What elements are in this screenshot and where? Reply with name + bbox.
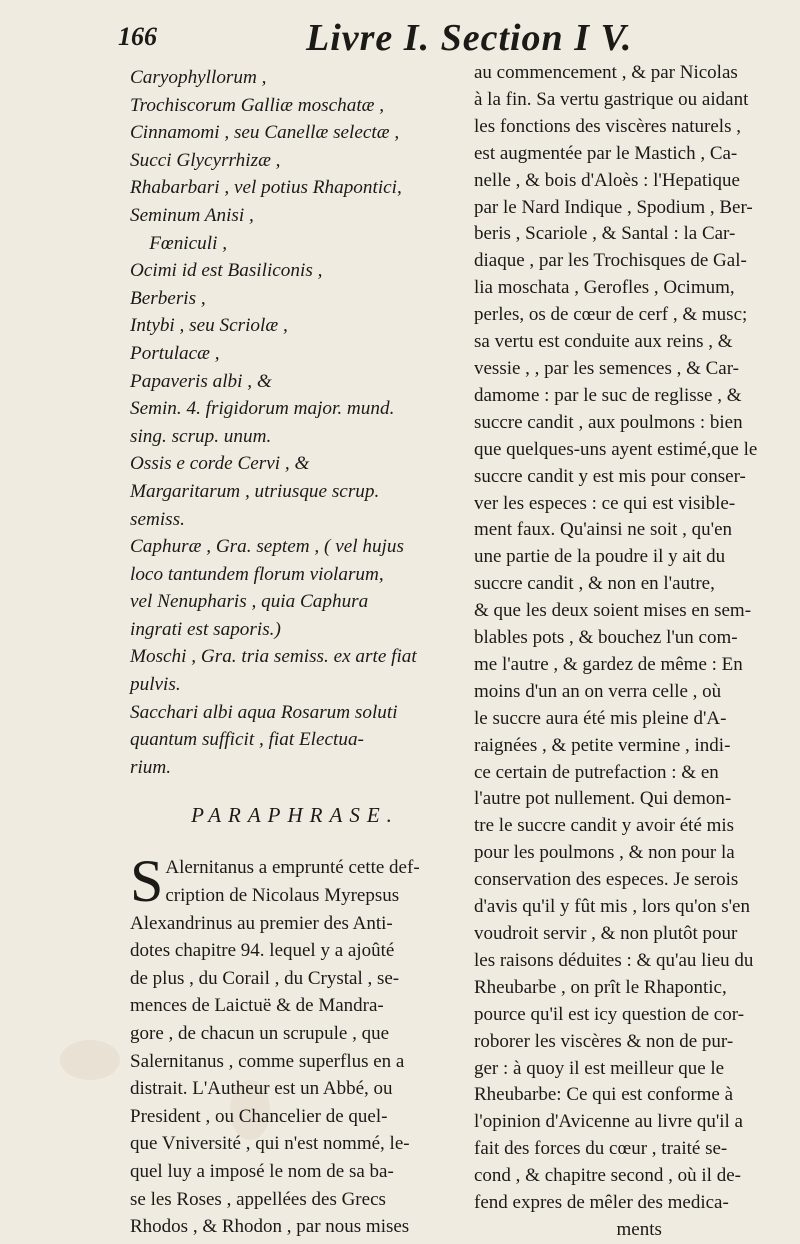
text-line: me l'autre , & gardez de même : En (474, 653, 743, 675)
text-line: tre le succre candit y avoir été mis (474, 815, 735, 837)
text-line: nelle , & bois d'Aloès : l'Hepatique (474, 169, 740, 191)
page-number: 166 (118, 22, 157, 51)
text-line: Rheubarbe: Ce qui est conforme à (474, 1084, 734, 1106)
recipe-line: Moschi , Gra. tria semiss. ex arte fiat (130, 646, 417, 668)
text-line: à la fin. Sa vertu gastrique ou aidant (474, 88, 749, 110)
text-line: blables pots , & bouchez l'un com- (474, 627, 738, 649)
recipe-line: loco tantundem florum violarum, (130, 563, 384, 585)
text-line: succre candit y est mis pour conser- (474, 465, 746, 487)
paragraph-line: que Vniversité , qui n'est nommé, le- (130, 1133, 410, 1155)
paragraph-line: mences de Laictuë & de Mandra- (130, 995, 384, 1017)
text-line: Rheubarbe , on prît le Rhapontic, (474, 976, 727, 998)
recipe-line: Trochiscorum Galliæ moschatæ , (130, 94, 385, 116)
text-line: succre candit , & non en l'autre, (474, 573, 715, 595)
paragraph-line: President , ou Chancelier de quel- (130, 1105, 388, 1127)
text-line: succre candit , aux poulmons : bien (474, 411, 743, 433)
paragraph-lines (130, 848, 460, 1240)
paragraph-line: quel luy a imposé le nom de sa ba- (130, 1160, 394, 1182)
text-line: & que les deux soient mises en sem- (474, 600, 752, 622)
text-line: les fonctions des viscères naturels , (474, 115, 741, 137)
recipe-line: Berberis , (130, 287, 206, 309)
section-title: PARAPHRASE. (191, 803, 399, 828)
text-line: moins d'un an on verra celle , où (474, 680, 722, 702)
running-title: Livre I. Section I V. (306, 17, 633, 59)
recipe-line: Fœniculi , (130, 232, 227, 254)
recipe-line: quantum sufficit , fiat Electua- (130, 729, 364, 751)
paragraph-line: Rhodos , & Rhodon , par nous mises (130, 1216, 410, 1238)
recipe-line: ingrati est saporis.) (130, 618, 281, 640)
text-line: perles, os de cœur de cerf , & musc; (474, 304, 748, 326)
text-line: voudroit servir , & non plutôt pour (474, 923, 738, 944)
text-line: beris , Scariole , & Santal : la Car- (474, 223, 736, 245)
text-line: l'opinion d'Avicenne au livre qu'il a (474, 1111, 743, 1133)
text-line: ce certain de putrefaction : & en (474, 761, 719, 783)
paragraph-line: Salernitanus , comme superflus en a (130, 1050, 405, 1072)
text-line: vessie , , par les semences , & Car- (474, 357, 740, 379)
recipe-line: Caryophyllorum , (130, 67, 267, 88)
recipe-line: Ocimi id est Basiliconis , (130, 260, 323, 282)
text-line: roborer les viscères & non de pur- (474, 1030, 734, 1052)
page-header (118, 18, 778, 64)
paper-stain (60, 1040, 120, 1080)
paragraph-line: distrait. L'Autheur est un Abbé, ou (130, 1078, 393, 1100)
recipe-line: Semin. 4. frigidorum major. mund. (130, 398, 395, 420)
recipe-line: Portulacæ , (130, 342, 220, 364)
recipe-line: semiss. (130, 508, 185, 530)
text-line: d'avis qu'il y fût mis , lors qu'on s'en (474, 896, 750, 918)
recipe-line: rium. (130, 756, 172, 778)
text-line: sa vertu est conduite aux reins , & (474, 331, 733, 353)
text-line: est augmentée par le Mastich , Ca- (474, 142, 738, 164)
left-column (130, 64, 460, 1238)
right-column-lines (474, 60, 786, 1244)
text-line: l'autre pot nullement. Qui demon- (474, 788, 732, 810)
paragraph-line: Alernitanus a emprunté cette def- (165, 857, 420, 879)
paragraph-line: gore , de chacun un scrupule , que (130, 1023, 390, 1044)
recipe-list (130, 64, 460, 781)
text-line: ment faux. Qu'ainsi ne soit , qu'en (474, 519, 733, 541)
recipe-line: Ossis e corde Cervi , & (130, 453, 310, 475)
text-line: une partie de la poudre il y ait du (474, 546, 726, 568)
recipe-line: vel Nenupharis , quia Caphura (130, 591, 369, 613)
paraphrase-paragraph (130, 848, 460, 1240)
text-line: ments (474, 1218, 662, 1240)
text-line: pource qu'il est icy question de cor- (474, 1003, 745, 1025)
text-line: le succre aura été mis pleine d'A- (474, 707, 727, 729)
text-line: pour les poulmons , & non pour la (474, 842, 735, 864)
right-column (474, 60, 786, 1240)
text-line: cond , & chapitre second , où il de- (474, 1165, 741, 1187)
recipe-line: Caphuræ , Gra. septem , ( vel hujus (130, 536, 404, 558)
text-line: ver les especes : ce qui est visible- (474, 492, 736, 514)
paragraph-line: se les Roses , appellées des Grecs (130, 1188, 386, 1210)
paragraph-line: dotes chapitre 94. lequel y a ajoûté (130, 940, 395, 962)
text-line: lia moschata , Gerofles , Ocimum, (474, 277, 735, 299)
recipe-line: Margaritarum , utriusque scrup. (130, 480, 380, 502)
text-line: les raisons déduites : & qu'au lieu du (474, 949, 754, 971)
recipe-line: Cinnamomi , seu Canellæ selectæ , (130, 122, 400, 144)
text-line: au commencement , & par Nicolas (474, 62, 738, 83)
paragraph-line: cription de Nicolaus Myrepsus (165, 885, 400, 907)
text-line: par le Nard Indique , Spodium , Ber- (474, 196, 753, 218)
recipe-line: Sacchari albi aqua Rosarum soluti (130, 701, 398, 723)
text-line: fait des forces du cœur , traité se- (474, 1138, 728, 1160)
paragraph-line: de plus , du Corail , du Crystal , se- (130, 967, 400, 989)
recipe-line: Intybi , seu Scriolæ , (130, 315, 288, 337)
paragraph-line: Alexandrinus au premier des Anti- (130, 912, 393, 934)
text-line: diaque , par les Trochisques de Gal- (474, 250, 747, 272)
drop-cap: S (130, 848, 164, 915)
text-line: que quelques-uns ayent estimé,que le (474, 438, 758, 460)
text-line: raignées , & petite vermine , indi- (474, 734, 731, 756)
recipe-line: pulvis. (130, 674, 181, 696)
text-line: fend expres de mêler des medica- (474, 1192, 729, 1214)
recipe-line: sing. scrup. unum. (130, 425, 272, 447)
recipe-line: Seminum Anisi , (130, 204, 254, 226)
text-line: conservation des especes. Je serois (474, 869, 739, 891)
recipe-line: Rhabarbari , vel potius Rhapontici, (130, 177, 402, 199)
text-line: damome : par le suc de reglisse , & (474, 384, 742, 406)
recipe-line: Papaveris albi , & (130, 370, 272, 392)
text-line: ger : à quoy il est meilleur que le (474, 1057, 725, 1079)
recipe-line: Succi Glycyrrhizæ , (130, 149, 281, 171)
